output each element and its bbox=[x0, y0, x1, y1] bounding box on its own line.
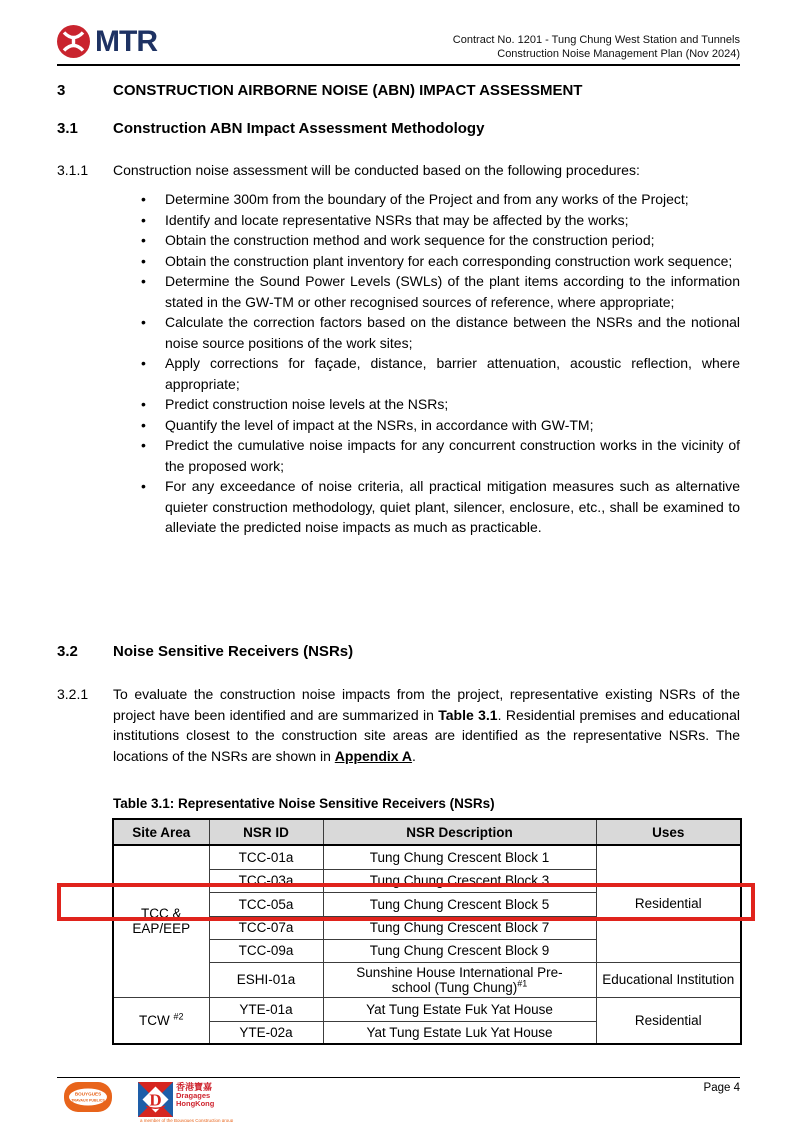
list-item: • Quantify the level of impact at the NSRs, in accordance with GW-TM; bbox=[141, 415, 740, 436]
table-3-1-reference: Table 3.1 bbox=[438, 706, 498, 723]
mtr-logo bbox=[57, 25, 157, 58]
nsr-id-cell: TCC-01a bbox=[209, 845, 323, 869]
document-header-text bbox=[453, 33, 740, 61]
footer-logos bbox=[64, 1082, 214, 1117]
paragraph-number: 3.2.1 bbox=[57, 686, 89, 702]
footnote-marker: #1 bbox=[517, 978, 528, 988]
mtr-wordmark: MTR bbox=[95, 25, 157, 58]
section-3-heading bbox=[57, 82, 740, 99]
highlight-annotation-box bbox=[57, 883, 755, 921]
dragages-logo bbox=[138, 1082, 214, 1117]
section-title: CONSTRUCTION AIRBORNE NOISE (ABN) IMPACT ASSESSMENT bbox=[113, 82, 583, 99]
list-item: • Apply corrections for façade, distance, barrier attenuation, acoustic reflection, where appropriate; bbox=[141, 353, 740, 394]
column-header-nsr-description: NSR Description bbox=[323, 819, 596, 845]
section-3-1-heading bbox=[57, 120, 740, 137]
footer-rule bbox=[57, 1077, 740, 1078]
section-title: Construction ABN Impact Assessment Methodology bbox=[113, 120, 485, 137]
list-item: • Predict construction noise levels at the NSRs; bbox=[141, 394, 740, 415]
dragages-name-line2: HongKong bbox=[176, 1099, 215, 1108]
site-area-cell: TCW $^{\#2}$ bbox=[113, 997, 209, 1044]
svg-text:BOUYGUES: BOUYGUES bbox=[74, 1091, 102, 1097]
nsr-id-cell: ESHI-01a bbox=[209, 962, 323, 997]
section-number: 3.1 bbox=[57, 120, 78, 137]
nsr-description-cell: Tung Chung Crescent Block 3 bbox=[323, 869, 596, 892]
nsr-description-cell: Yat Tung Estate Fuk Yat House bbox=[323, 997, 596, 1021]
section-3-2-heading bbox=[57, 643, 740, 660]
nsr-id-cell: YTE-01a bbox=[209, 997, 323, 1021]
paragraph-text: To evaluate the construction noise impacts from the project, representative existing NSRs of the project have been identified and are summarized in Table 3.1. Residential premises and educational institutions closest to the construction site areas are identified as the representative NSRs. The locations of the NSRs are shown in Appendix A. bbox=[113, 686, 740, 764]
list-item: • Obtain the construction plant inventory for each corresponding construction work sequence; bbox=[141, 251, 740, 272]
table-caption: Table 3.1: Representative Noise Sensitive Receivers (NSRs) bbox=[113, 796, 495, 811]
table-header-row bbox=[113, 819, 741, 845]
page-number: Page 4 bbox=[703, 1082, 740, 1094]
paragraph-text: Construction noise assessment will be conducted based on the following procedures: bbox=[113, 162, 640, 178]
dragages-chinese-name: 香港寶嘉 bbox=[176, 1082, 213, 1092]
list-item: • Determine 300m from the boundary of the Project and from any works of the Project; bbox=[141, 189, 740, 210]
dragages-tagline: a member of the Bouygues Construction group bbox=[140, 1118, 234, 1122]
nsr-description-cell: Tung Chung Crescent Block 9 bbox=[323, 939, 596, 962]
paragraph-3-2-1 bbox=[57, 684, 740, 766]
site-area-cell: TCC & EAP/EEP bbox=[113, 845, 209, 997]
header-rule bbox=[57, 64, 740, 66]
nsr-id-cell: TCC-07a bbox=[209, 916, 323, 939]
nsr-description-cell: Tung Chung Crescent Block 7 bbox=[323, 916, 596, 939]
list-item: • Predict the cumulative noise impacts for any concurrent construction works in the vicinity of the proposed work; bbox=[141, 435, 740, 476]
appendix-a-reference[interactable]: Appendix A bbox=[334, 747, 413, 764]
contract-title: Contract No. 1201 - Tung Chung West Station and Tunnels bbox=[452, 34, 740, 46]
bouygues-travaux-publics-logo-icon bbox=[64, 1082, 112, 1112]
nsr-description-cell: Sunshine House International Pre- school (Tung Chung)$^{\#1}$ bbox=[323, 962, 596, 997]
list-item: • Calculate the correction factors based on the distance between the NSRs and the notional noise source positions of the work sites; bbox=[141, 312, 740, 353]
uses-cell: Educational Institution bbox=[596, 962, 741, 997]
list-item: • Determine the Sound Power Levels (SWLs) of the plant items according to the information stated in the GW-TM or other recognised sources of reference, where appropriate; bbox=[141, 271, 740, 312]
nsr-id-cell: TCC-05a bbox=[209, 892, 323, 916]
list-item: • Obtain the construction method and work sequence for the construction period; bbox=[141, 230, 740, 251]
table-row bbox=[113, 997, 741, 1021]
nsr-table bbox=[112, 818, 742, 1045]
list-item: • For any exceedance of noise criteria, all practical mitigation measures such as alternative quieter construction methodology, quiet plant, silencer, enclosure, etc., shall be examined to alleviate the predicted noise impacts as much as practicable. bbox=[141, 476, 740, 538]
section-number: 3 bbox=[57, 82, 66, 99]
dragages-name-line1: Dragages bbox=[176, 1091, 211, 1100]
methodology-bullet-list bbox=[141, 189, 740, 538]
dragages-logo-text bbox=[176, 1082, 214, 1117]
nsr-id-cell: YTE-02a bbox=[209, 1021, 323, 1044]
nsr-description-cell: Yat Tung Estate Luk Yat House bbox=[323, 1021, 596, 1044]
column-header-site-area: Site Area bbox=[113, 819, 209, 845]
section-title: Noise Sensitive Receivers (NSRs) bbox=[113, 643, 354, 660]
svg-text:TRAVAUX PUBLICS: TRAVAUX PUBLICS bbox=[71, 1098, 105, 1103]
dragages-logo-icon bbox=[138, 1082, 173, 1117]
footnote-marker: #2 bbox=[173, 1011, 184, 1022]
paragraph-3-1-1 bbox=[57, 160, 740, 181]
table-row bbox=[113, 845, 741, 869]
paragraph-number: 3.1.1 bbox=[57, 162, 89, 178]
nsr-description-cell: Tung Chung Crescent Block 1 bbox=[323, 845, 596, 869]
list-item: • Identify and locate representative NSRs that may be affected by the works; bbox=[141, 210, 740, 231]
column-header-uses: Uses bbox=[596, 819, 741, 845]
uses-cell: Residential bbox=[596, 845, 741, 962]
uses-cell: Residential bbox=[596, 997, 741, 1044]
column-header-nsr-id: NSR ID bbox=[209, 819, 323, 845]
svg-text:D: D bbox=[149, 1090, 162, 1110]
nsr-id-cell: TCC-03a bbox=[209, 869, 323, 892]
plan-title: Construction Noise Management Plan (Nov 2024) bbox=[497, 48, 740, 60]
nsr-description-cell: Tung Chung Crescent Block 5 bbox=[323, 892, 596, 916]
section-number: 3.2 bbox=[57, 643, 78, 660]
mtr-logo-icon bbox=[57, 25, 90, 58]
nsr-id-cell: TCC-09a bbox=[209, 939, 323, 962]
